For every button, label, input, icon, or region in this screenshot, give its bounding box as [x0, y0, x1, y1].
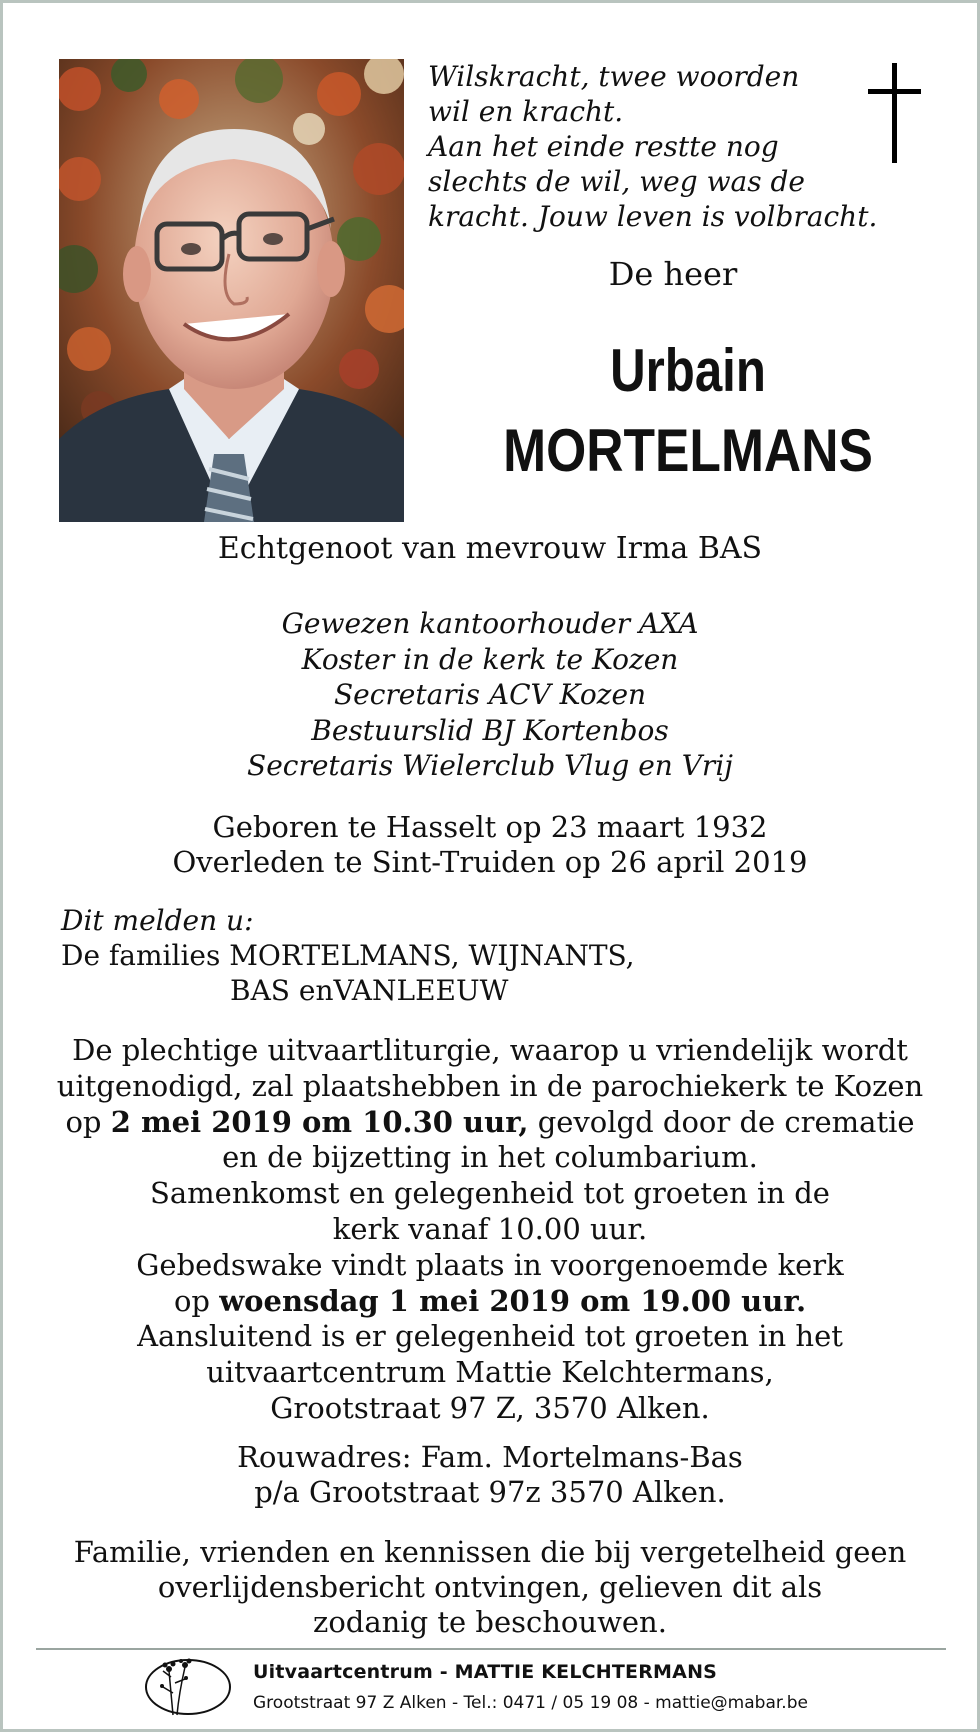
closing-line: zodanig te beschouwen. — [313, 1605, 667, 1639]
salutation: De heer — [608, 255, 738, 293]
mourning-address-line: Rouwadres: Fam. Mortelmans-Bas — [237, 1440, 743, 1474]
deceased-first-name: Urbain — [610, 337, 766, 404]
ceremony-line: Samenkomst en gelegenheid tot groeten in de — [150, 1176, 830, 1211]
ceremony-line — [3, 1284, 977, 1320]
role-item: Gewezen kantoorhouder AXA — [281, 607, 699, 640]
death-line: Overleden te Sint-Truiden op 26 april 2019 — [172, 845, 808, 879]
poem-line: wil en kracht. — [428, 95, 624, 128]
roles-list — [3, 606, 977, 784]
ceremony-line: Aansluitend is er gelegenheid tot groeten in het — [137, 1319, 843, 1354]
ceremony-text: gevolgd door de crematie — [528, 1104, 915, 1139]
ceremony-line: uitgenodigd, zal plaatshebben in de parochiekerk te Kozen — [56, 1068, 924, 1103]
ceremony-text: op — [65, 1104, 111, 1139]
closing-line: Familie, vrienden en kennissen die bij vergetelheid geen — [73, 1535, 907, 1569]
funeral-home-name: Uitvaartcentrum - MATTIE KELCHTERMANS — [253, 1661, 718, 1683]
announcement-intro: Dit melden u: — [61, 904, 254, 937]
ceremony-line: Grootstraat 97 Z, 3570 Alken. — [270, 1390, 710, 1425]
funeral-datetime: 2 mei 2019 om 10.30 uur, — [110, 1104, 529, 1139]
ceremony-line: uitvaartcentrum Mattie Kelchtermans, — [206, 1355, 774, 1390]
role-item: Secretaris ACV Kozen — [333, 678, 647, 711]
mourning-address — [3, 1440, 977, 1510]
closing-note — [3, 1535, 977, 1640]
ceremony-line: kerk vanaf 10.00 uur. — [332, 1211, 648, 1246]
poem-line: Aan het einde restte nog — [428, 130, 779, 163]
role-item: Secretaris Wielerclub Vlug en Vrij — [247, 749, 733, 782]
portrait-illustration — [59, 59, 404, 522]
birth-line: Geboren te Hasselt op 23 maart 1932 — [212, 810, 768, 844]
ceremony-line: Gebedswake vindt plaats in voorgenoemde kerk — [136, 1247, 844, 1282]
ceremony-line — [3, 1105, 977, 1141]
deceased-last-name: MORTELMANS — [503, 417, 873, 484]
cross-icon — [865, 63, 925, 163]
role-item: Koster in de kerk te Kozen — [301, 642, 679, 676]
ceremony-details — [3, 1033, 977, 1427]
funeral-home-logo-icon — [143, 1653, 233, 1717]
ceremony-line: De plechtige uitvaartliturgie, waarop u vriendelijk wordt — [72, 1033, 908, 1067]
poem-line: Wilskracht, twee woorden — [428, 60, 800, 93]
wake-datetime: woensdag 1 mei 2019 om 19.00 uur. — [219, 1283, 807, 1318]
footer-divider — [36, 1648, 946, 1650]
families-line-1: De families MORTELMANS, WIJNANTS, — [61, 939, 635, 972]
ceremony-text: op — [173, 1283, 220, 1318]
poem-line: slechts de wil, weg was de — [428, 165, 805, 198]
poem — [428, 59, 878, 234]
life-dates — [3, 810, 977, 880]
ceremony-line: en de bijzetting in het columbarium. — [222, 1140, 758, 1175]
role-item: Bestuurslid BJ Kortenbos — [311, 713, 669, 747]
closing-line: overlijdensbericht ontvingen, gelieven dit als — [157, 1570, 823, 1604]
funeral-home-address: Grootstraat 97 Z Alken - Tel.: 0471 / 05 19 08 - mattie@mabar.be — [253, 1693, 808, 1713]
mourning-address-line: p/a Grootstraat 97z 3570 Alken. — [254, 1475, 726, 1509]
portrait-photo — [59, 59, 404, 522]
spouse-line: Echtgenoot van mevrouw Irma BAS — [217, 531, 763, 566]
poem-line: kracht. Jouw leven is volbracht. — [428, 200, 878, 233]
families-line-2: BAS enVANLEEUW — [230, 974, 509, 1007]
